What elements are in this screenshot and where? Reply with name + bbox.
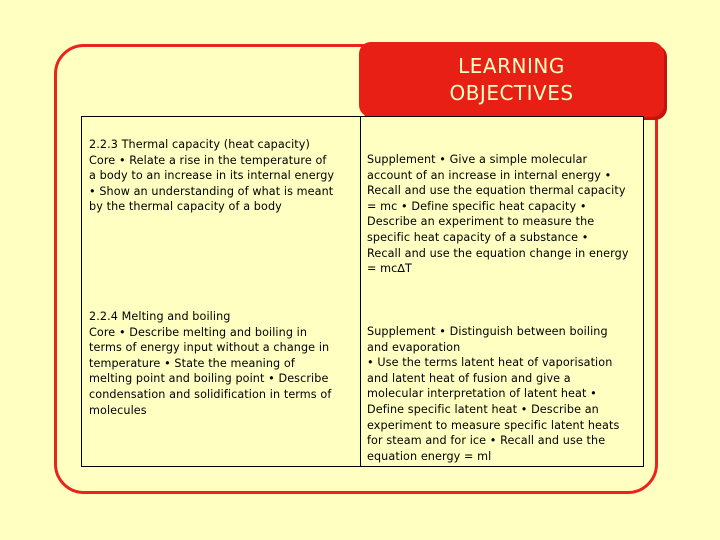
table-cell-supplement-melting-boiling: Supplement • Distinguish between boiling and evaporation • Use the terms latent heat of vaporisation and latent heat of fusion and give a molecular interpretation of latent heat • Define specific latent heat • Describe an experiment to measure specific latent heats for steam and for ice • Recall and use the equation energy = ml [367, 325, 620, 463]
table-cell-core-thermal-capacity: 2.2.3 Thermal capacity (heat capacity) Core • Relate a rise in the temperature of a body to an increase in its internal energy • Show an understanding of what is meant by the thermal capacity of a body [89, 138, 335, 214]
title-box [359, 42, 664, 117]
column-divider [360, 117, 361, 466]
objectives-table [81, 116, 644, 467]
slide-title: LEARNING OBJECTIVES [449, 53, 574, 105]
table-cell-core-melting-boiling: 2.2.4 Melting and boiling Core • Describe melting and boiling in terms of energy input without a change in temperature • State the meaning of melting point and boiling point • Describe condensation and solidification in terms of molecules [89, 310, 332, 417]
table-cell-supplement-thermal-capacity: Supplement • Give a simple molecular account of an increase in internal energy • Recall and use the equation thermal capacity = mc • Define specific heat capacity • Describe an experiment to measure the specific heat capacity of a substance • Recall and use the equation change in energy = mc∆T [367, 153, 629, 276]
